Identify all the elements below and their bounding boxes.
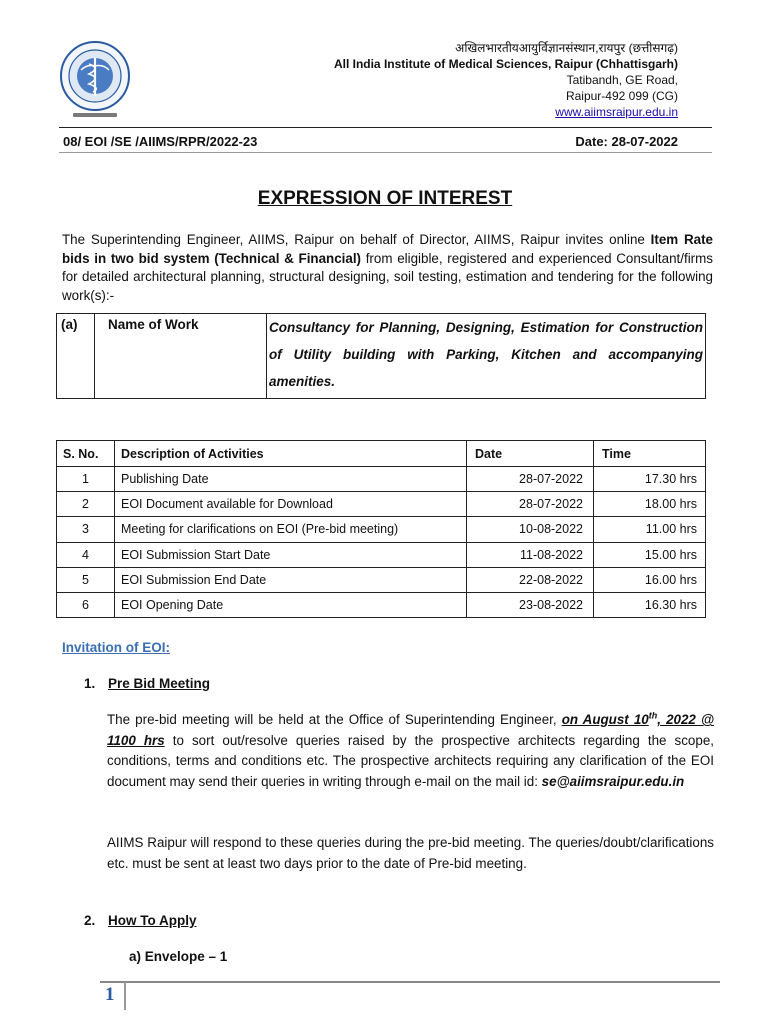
col-header-date: Date xyxy=(467,441,594,467)
hindi-institute-name: अखिलभारतीयआयुर्विज्ञानसंस्थान,रायपुर (छत्तीसगढ़) xyxy=(455,41,678,55)
envelope-1-heading: a) Envelope – 1 xyxy=(129,949,228,964)
cell-description: EOI Document available for Download xyxy=(115,492,467,517)
table-row xyxy=(57,592,706,617)
pre-bid-paragraph xyxy=(107,710,714,792)
cell-date: 23-08-2022 xyxy=(467,592,594,617)
institute-name: All India Institute of Medical Sciences, Raipur (Chhattisgarh) xyxy=(333,57,678,71)
cell-date: 28-07-2022 xyxy=(467,492,594,517)
header-rule-bottom xyxy=(59,152,712,153)
cell-time: 18.00 hrs xyxy=(594,492,706,517)
cell-description: Publishing Date xyxy=(115,467,467,492)
header-rule xyxy=(59,127,712,128)
cell-description: EOI Opening Date xyxy=(115,592,467,617)
cell-sno: 2 xyxy=(57,492,115,517)
table-row xyxy=(57,517,706,542)
cell-time: 16.00 hrs xyxy=(594,567,706,592)
work-value: Consultancy for Planning, Designing, Estimation for Construction of Utility building with Parking, Kitchen and accompanying amenities. xyxy=(267,314,706,399)
cell-date: 11-08-2022 xyxy=(467,542,594,567)
cell-date: 22-08-2022 xyxy=(467,567,594,592)
cell-sno: 4 xyxy=(57,542,115,567)
aiims-logo xyxy=(59,40,131,122)
table-row xyxy=(57,542,706,567)
section-1-title: Pre Bid Meeting xyxy=(108,676,211,691)
reference-number: 08/ EOI /SE /AIIMS/RPR/2022-23 xyxy=(63,134,258,149)
cell-time: 17.30 hrs xyxy=(594,467,706,492)
pre-bid-date-sup: th xyxy=(648,710,658,721)
pre-bid-text-d: to sort out/resolve queries raised by the prospective architects regarding the scope, conditions, terms and conditions etc. The prospective architects requiring any clarification of the EOI document may send their queries in writing through e-mail on the mail id: xyxy=(107,732,714,789)
cell-time: 16.30 hrs xyxy=(594,592,706,617)
cell-date: 28-07-2022 xyxy=(467,467,594,492)
institute-header xyxy=(334,40,678,120)
cell-time: 11.00 hrs xyxy=(594,517,706,542)
cell-time: 15.00 hrs xyxy=(594,542,706,567)
pre-bid-date-c: , 2022 @ 1100 hrs xyxy=(107,712,715,748)
footer-rule xyxy=(100,981,720,983)
work-label: Name of Work xyxy=(95,314,267,399)
table-row xyxy=(57,567,706,592)
cell-sno: 5 xyxy=(57,567,115,592)
pre-bid-text-a: The pre-bid meeting will be held at the Office of Superintending Engineer, xyxy=(107,712,562,727)
pre-bid-date-a: on August 10 xyxy=(561,712,649,727)
website-link[interactable]: www.aiimsraipur.edu.in xyxy=(555,105,678,119)
section-2-title: How To Apply xyxy=(108,913,197,928)
col-header-sno: S. No. xyxy=(57,441,115,467)
col-header-description: Description of Activities xyxy=(115,441,467,467)
cell-description: Meeting for clarifications on EOI (Pre-bid meeting) xyxy=(115,517,467,542)
work-index: (a) xyxy=(57,314,95,399)
section-2-heading xyxy=(84,913,197,928)
intro-text-2: from eligible, registered and experienced Consultant/firms for detailed architectural planning, structural designing, soil testing, estimation and tendering for the following work(s):- xyxy=(62,250,713,303)
response-paragraph: AIIMS Raipur will respond to these queries during the pre-bid meeting. The queries/doubt/clarifications etc. must be sent at least two days prior to the date of Pre-bid meeting. xyxy=(107,835,714,871)
table-row xyxy=(57,492,706,517)
cell-description: EOI Submission End Date xyxy=(115,567,467,592)
page-number-divider xyxy=(124,982,126,1010)
invitation-heading: Invitation of EOI: xyxy=(62,640,170,655)
cell-date: 10-08-2022 xyxy=(467,517,594,542)
col-header-time: Time xyxy=(594,441,706,467)
cell-description: EOI Submission Start Date xyxy=(115,542,467,567)
cell-sno: 1 xyxy=(57,467,115,492)
page-title: EXPRESSION OF INTEREST xyxy=(257,188,513,209)
address-line-2: Raipur-492 099 (CG) xyxy=(565,89,678,103)
intro-paragraph xyxy=(62,231,713,305)
intro-text-1: The Superintending Engineer, AIIMS, Raipur on behalf of Director, AIIMS, Raipur invites online xyxy=(62,232,651,247)
cell-sno: 3 xyxy=(57,517,115,542)
cell-sno: 6 xyxy=(57,592,115,617)
document-date: Date: 28-07-2022 xyxy=(575,134,678,149)
section-2-number: 2. xyxy=(84,913,96,928)
table-row xyxy=(57,467,706,492)
section-1-heading xyxy=(84,676,210,691)
name-of-work-table xyxy=(56,313,706,399)
section-1-number: 1. xyxy=(84,676,96,691)
activities-table xyxy=(56,440,706,618)
page-number: 1 xyxy=(105,984,115,1005)
table-header-row xyxy=(57,441,706,467)
contact-email[interactable]: se@aiimsraipur.edu.in xyxy=(541,773,685,789)
intro-bold-text: Item Rate bids in two bid system (Technical & Financial) xyxy=(62,232,713,266)
address-line-1: Tatibandh, GE Road, xyxy=(566,73,678,87)
